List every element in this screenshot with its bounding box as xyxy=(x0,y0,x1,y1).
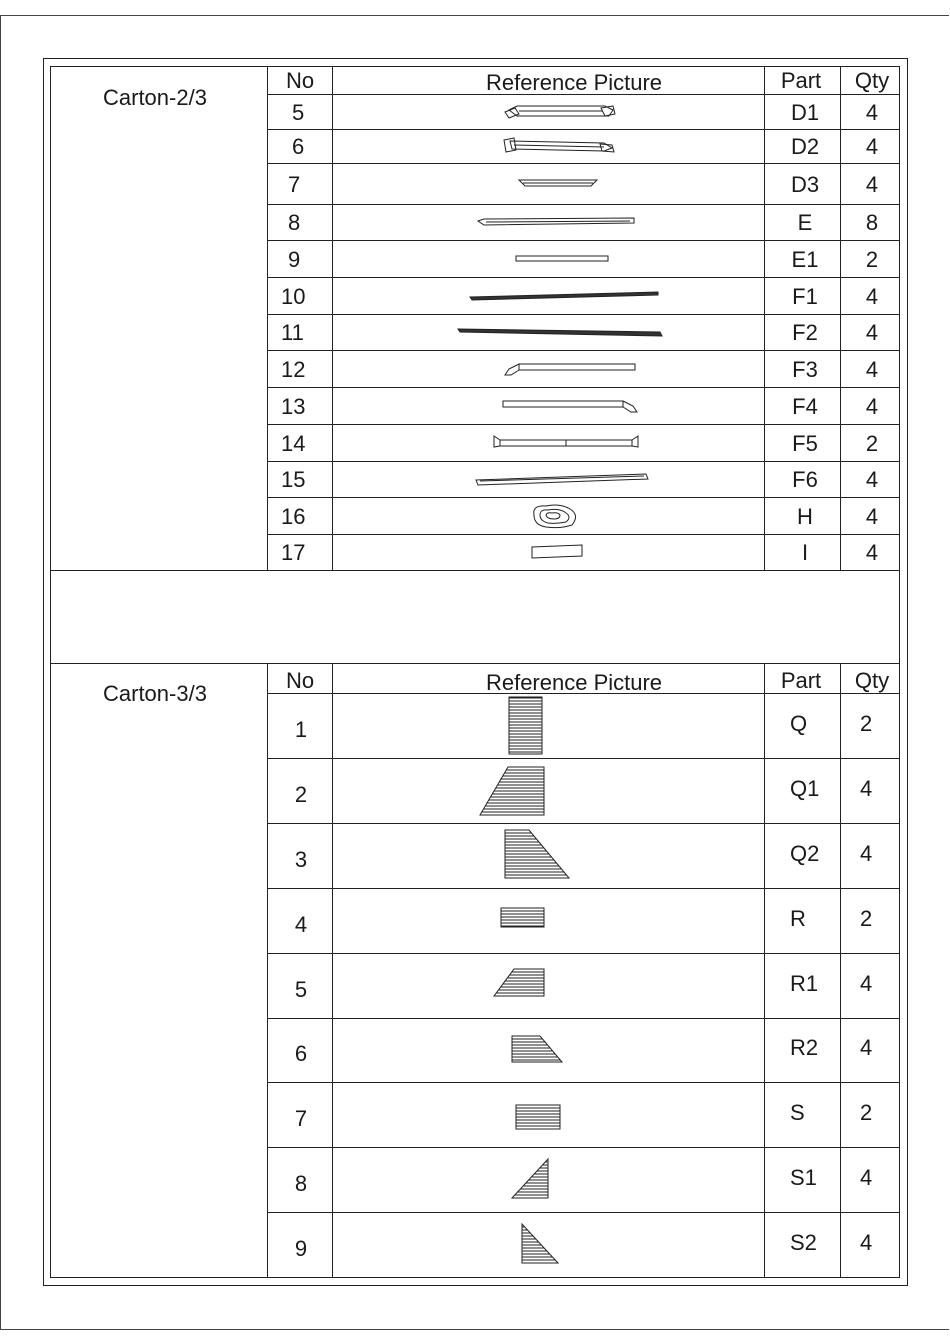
row-qty: 4 xyxy=(860,1229,873,1255)
right-trapezoid-panel-icon xyxy=(510,1035,566,1065)
row-part: F3 xyxy=(792,356,818,382)
row-no: 2 xyxy=(294,781,308,807)
row-part: R xyxy=(790,905,806,931)
two-piece-tube-icon xyxy=(492,435,640,451)
row-part: D2 xyxy=(790,134,820,159)
column-divider xyxy=(332,663,333,1277)
row-qty: 4 xyxy=(860,840,873,866)
row-no: 16 xyxy=(281,503,306,529)
short-bar-icon xyxy=(519,179,597,189)
row-no: 17 xyxy=(281,540,306,565)
row-no: 7 xyxy=(294,1105,308,1131)
column-divider xyxy=(267,67,268,570)
row-part: D1 xyxy=(790,99,820,125)
long-rail-icon xyxy=(458,327,663,339)
row-divider xyxy=(267,497,899,498)
parts-table xyxy=(50,66,900,1278)
row-divider xyxy=(267,314,899,315)
row-divider xyxy=(267,1082,899,1083)
right-trapezoid-panel-icon xyxy=(503,829,573,881)
row-qty: 4 xyxy=(860,970,873,996)
row-divider xyxy=(267,387,899,388)
row-qty: 4 xyxy=(865,503,879,529)
rectangle-panel-icon xyxy=(500,907,546,931)
row-qty: 4 xyxy=(860,1035,873,1060)
row-qty: 4 xyxy=(865,320,879,345)
right-triangle-panel-icon xyxy=(520,1223,562,1265)
header-no: No xyxy=(285,68,315,93)
header-part: Part xyxy=(780,68,822,93)
left-trapezoid-panel-icon xyxy=(478,766,548,818)
row-divider xyxy=(267,461,899,462)
section-divider xyxy=(50,663,899,664)
row-qty: 4 xyxy=(865,356,879,382)
row-qty: 2 xyxy=(860,905,873,931)
row-no: 15 xyxy=(281,467,306,492)
long-rail-icon xyxy=(470,291,660,301)
row-divider xyxy=(267,953,899,954)
row-qty: 4 xyxy=(865,134,879,159)
row-no: 11 xyxy=(281,320,304,345)
column-divider xyxy=(764,67,765,570)
row-qty: 2 xyxy=(860,710,873,736)
row-no: 4 xyxy=(294,911,308,937)
left-trapezoid-panel-icon xyxy=(492,968,548,998)
row-no: 13 xyxy=(281,393,306,419)
column-divider xyxy=(332,67,333,570)
row-qty: 4 xyxy=(865,99,879,125)
row-no: 6 xyxy=(292,134,305,159)
row-divider xyxy=(267,1018,899,1019)
row-part: Q xyxy=(790,710,808,736)
row-part: F1 xyxy=(792,283,818,309)
row-part: R1 xyxy=(790,970,819,996)
row-qty: 4 xyxy=(865,283,879,309)
header-reference-picture: Reference Picture xyxy=(485,70,663,95)
row-no: 5 xyxy=(294,976,308,1002)
rectangle-panel-icon xyxy=(515,1104,563,1132)
row-divider xyxy=(267,424,899,425)
short-bar-icon xyxy=(515,255,609,263)
row-part: E xyxy=(797,210,813,235)
row-no: 8 xyxy=(294,1170,308,1196)
row-qty: 4 xyxy=(865,540,879,565)
long-tube-icon xyxy=(476,472,650,486)
column-divider xyxy=(764,663,765,1277)
row-qty: 4 xyxy=(860,775,873,801)
row-qty: 2 xyxy=(865,246,879,272)
column-divider xyxy=(840,663,841,1277)
row-qty: 2 xyxy=(860,1099,873,1125)
row-qty: 8 xyxy=(865,210,879,235)
row-qty: 4 xyxy=(860,1164,873,1190)
row-part: S2 xyxy=(790,1229,817,1255)
row-part: R2 xyxy=(790,1035,819,1060)
bent-end-tube-icon xyxy=(501,398,639,414)
row-part: Q2 xyxy=(790,840,820,866)
left-triangle-panel-icon xyxy=(510,1158,552,1200)
header-qty: Qty xyxy=(854,68,890,93)
row-divider xyxy=(267,204,899,205)
row-no: 6 xyxy=(294,1041,308,1066)
row-qty: 4 xyxy=(865,171,879,197)
column-divider xyxy=(840,67,841,570)
row-divider xyxy=(267,888,899,889)
row-no: 10 xyxy=(281,283,306,309)
row-qty: 4 xyxy=(865,393,879,419)
row-divider xyxy=(267,129,899,130)
header-reference-picture: Reference Picture xyxy=(485,670,663,695)
short-bracket-bar-icon xyxy=(505,104,615,120)
section-divider xyxy=(50,570,899,571)
row-divider xyxy=(267,1212,899,1213)
row-part: S xyxy=(790,1099,805,1125)
column-divider xyxy=(267,663,268,1277)
row-no: 9 xyxy=(288,246,301,272)
row-part: F4 xyxy=(792,393,818,419)
bent-end-tube-icon xyxy=(503,361,639,377)
header-no: No xyxy=(285,668,315,693)
header-part: Part xyxy=(780,668,822,693)
row-part: F6 xyxy=(792,467,818,492)
row-no: 5 xyxy=(292,99,305,125)
small-plate-icon xyxy=(530,544,584,560)
row-divider xyxy=(267,823,899,824)
row-part: F5 xyxy=(792,430,818,456)
row-part: I xyxy=(801,540,809,565)
carton-label: Carton-3/3 xyxy=(103,681,207,706)
row-no: 3 xyxy=(294,846,308,872)
header-qty: Qty xyxy=(854,668,890,693)
row-no: 12 xyxy=(281,356,306,382)
row-part: E1 xyxy=(791,246,819,272)
row-divider xyxy=(267,240,899,241)
row-qty: 2 xyxy=(865,430,879,456)
carton-label: Carton-2/3 xyxy=(103,85,207,110)
row-no: 7 xyxy=(288,171,301,197)
row-divider xyxy=(267,277,899,278)
row-part: H xyxy=(797,503,813,529)
row-part: D3 xyxy=(790,171,820,197)
row-part: S1 xyxy=(790,1164,817,1190)
short-bracket-bar-icon xyxy=(504,138,616,154)
row-no: 1 xyxy=(294,716,308,742)
rectangle-panel-icon xyxy=(508,696,544,756)
row-divider xyxy=(267,163,899,164)
row-part: Q1 xyxy=(790,775,820,801)
row-divider xyxy=(267,1147,899,1148)
row-divider xyxy=(267,758,899,759)
corner-gusset-icon xyxy=(530,503,580,529)
row-divider xyxy=(267,534,899,535)
row-qty: 4 xyxy=(865,467,879,492)
row-divider xyxy=(267,350,899,351)
row-no: 9 xyxy=(294,1235,308,1261)
row-part: F2 xyxy=(792,320,818,345)
row-no: 8 xyxy=(288,210,301,235)
row-no: 14 xyxy=(281,430,306,456)
long-bar-icon xyxy=(478,217,636,227)
